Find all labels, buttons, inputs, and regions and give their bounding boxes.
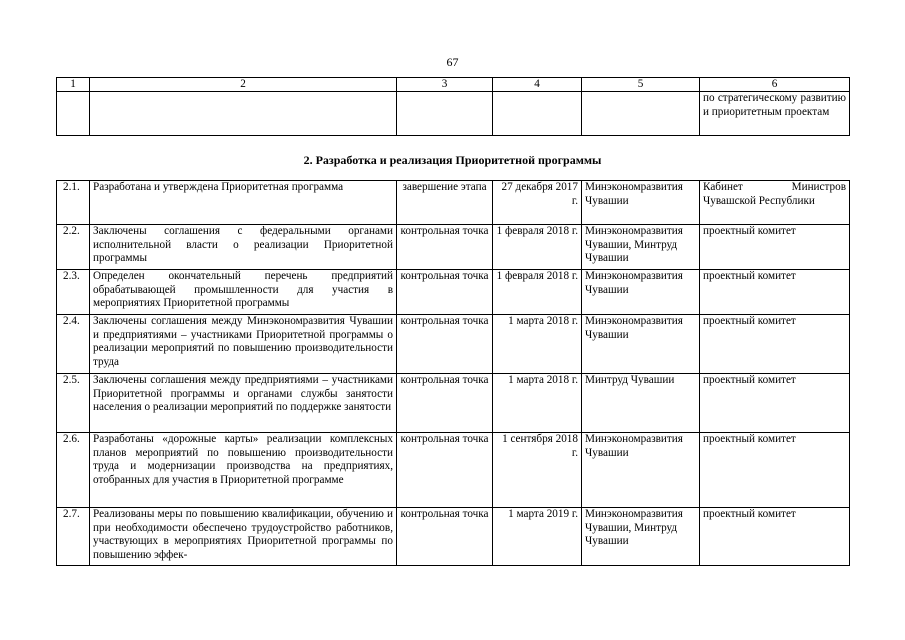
- row-description: Заключены соглашения между Минэкономразвития Чувашии и предприятиями – участниками Приоритетной программы о реализации мероприятий по повышению производительности труда: [90, 315, 397, 374]
- row-approving-body: Кабинет Министров Чувашской Республики: [700, 181, 850, 225]
- row-number: 2.4.: [57, 315, 90, 374]
- row-number: 2.5.: [57, 374, 90, 433]
- column-number-3: 3: [397, 78, 493, 92]
- row-description: Определен окончательный перечень предприятий обрабатывающей промышленности для участия в мероприятиях Приоритетной программы: [90, 270, 397, 315]
- page-number: 67: [446, 55, 459, 69]
- section-title: 2. Разработка и реализация Приоритетной программы: [303, 153, 602, 167]
- row-approving-body: проектный комитет: [700, 225, 850, 270]
- row-date: 1 марта 2018 г.: [493, 374, 582, 433]
- row-responsible: Минэкономразвития Чувашии, Минтруд Чувашии: [582, 225, 700, 270]
- column-number-6: 6: [700, 78, 850, 92]
- row-description: Разработаны «дорожные карты» реализации комплексных планов мероприятий по повышению производительности труда и модернизации производства на предприятиях, отобранных для участия в Приоритетной программе: [90, 433, 397, 508]
- column-number-2: 2: [90, 78, 397, 92]
- table-row: [57, 181, 850, 225]
- row-type: контрольная точка: [397, 270, 493, 315]
- row-date: 1 сентября 2018 г.: [493, 433, 582, 508]
- row-type: контрольная точка: [397, 315, 493, 374]
- row-date: 1 марта 2018 г.: [493, 315, 582, 374]
- row-approving-body: проектный комитет: [700, 315, 850, 374]
- row-description: Разработана и утверждена Приоритетная программа: [90, 181, 397, 225]
- table-row: [57, 508, 850, 566]
- column-number-5: 5: [582, 78, 700, 92]
- row-number: 2.2.: [57, 225, 90, 270]
- row-approving-body: проектный комитет: [700, 433, 850, 508]
- table-row: [57, 374, 850, 433]
- row-type: контрольная точка: [397, 433, 493, 508]
- table-row: [57, 315, 850, 374]
- row-number: 2.7.: [57, 508, 90, 566]
- row-date: 1 февраля 2018 г.: [493, 270, 582, 315]
- row-date: 1 марта 2019 г.: [493, 508, 582, 566]
- row-type: контрольная точка: [397, 374, 493, 433]
- row-responsible: Минэкономразвития Чувашии: [582, 433, 700, 508]
- table-row: [57, 225, 850, 270]
- row-responsible: Минэкономразвития Чувашии: [582, 270, 700, 315]
- column-number-1: 1: [57, 78, 90, 92]
- row-type: контрольная точка: [397, 508, 493, 566]
- column-number-4: 4: [493, 78, 582, 92]
- continuation-cell: по стратегическому развитию и приоритетным проектам: [700, 92, 850, 136]
- table-row: [57, 433, 850, 508]
- row-approving-body: проектный комитет: [700, 374, 850, 433]
- row-description: Заключены соглашения между предприятиями – участниками Приоритетной программы и органами службы занятости населения о реализации мероприятий по поддержке занятости: [90, 374, 397, 433]
- column-number-row: [57, 78, 850, 92]
- row-date: 1 февраля 2018 г.: [493, 225, 582, 270]
- row-number: 2.3.: [57, 270, 90, 315]
- milestones-table: [56, 180, 850, 566]
- table-continuation: [56, 77, 850, 136]
- row-number: 2.6.: [57, 433, 90, 508]
- row-responsible: Минэкономразвития Чувашии, Минтруд Чувашии: [582, 508, 700, 566]
- row-number: 2.1.: [57, 181, 90, 225]
- row-responsible: Минэкономразвития Чувашии: [582, 181, 700, 225]
- row-description: Реализованы меры по повышению квалификации, обучению и при необходимости обеспечено трудоустройство работников, участвующих в мероприятиях Приоритетной программы по повышению эффек-: [90, 508, 397, 566]
- row-date: 27 декабря 2017 г.: [493, 181, 582, 225]
- row-type: контрольная точка: [397, 225, 493, 270]
- row-description: Заключены соглашения с федеральными органами исполнительной власти о реализации Приоритетной программы: [90, 225, 397, 270]
- table-row: [57, 270, 850, 315]
- continuation-row: [57, 92, 850, 136]
- row-responsible: Минэкономразвития Чувашии: [582, 315, 700, 374]
- row-responsible: Минтруд Чувашии: [582, 374, 700, 433]
- row-approving-body: проектный комитет: [700, 508, 850, 566]
- row-approving-body: проектный комитет: [700, 270, 850, 315]
- row-type: завершение этапа: [397, 181, 493, 225]
